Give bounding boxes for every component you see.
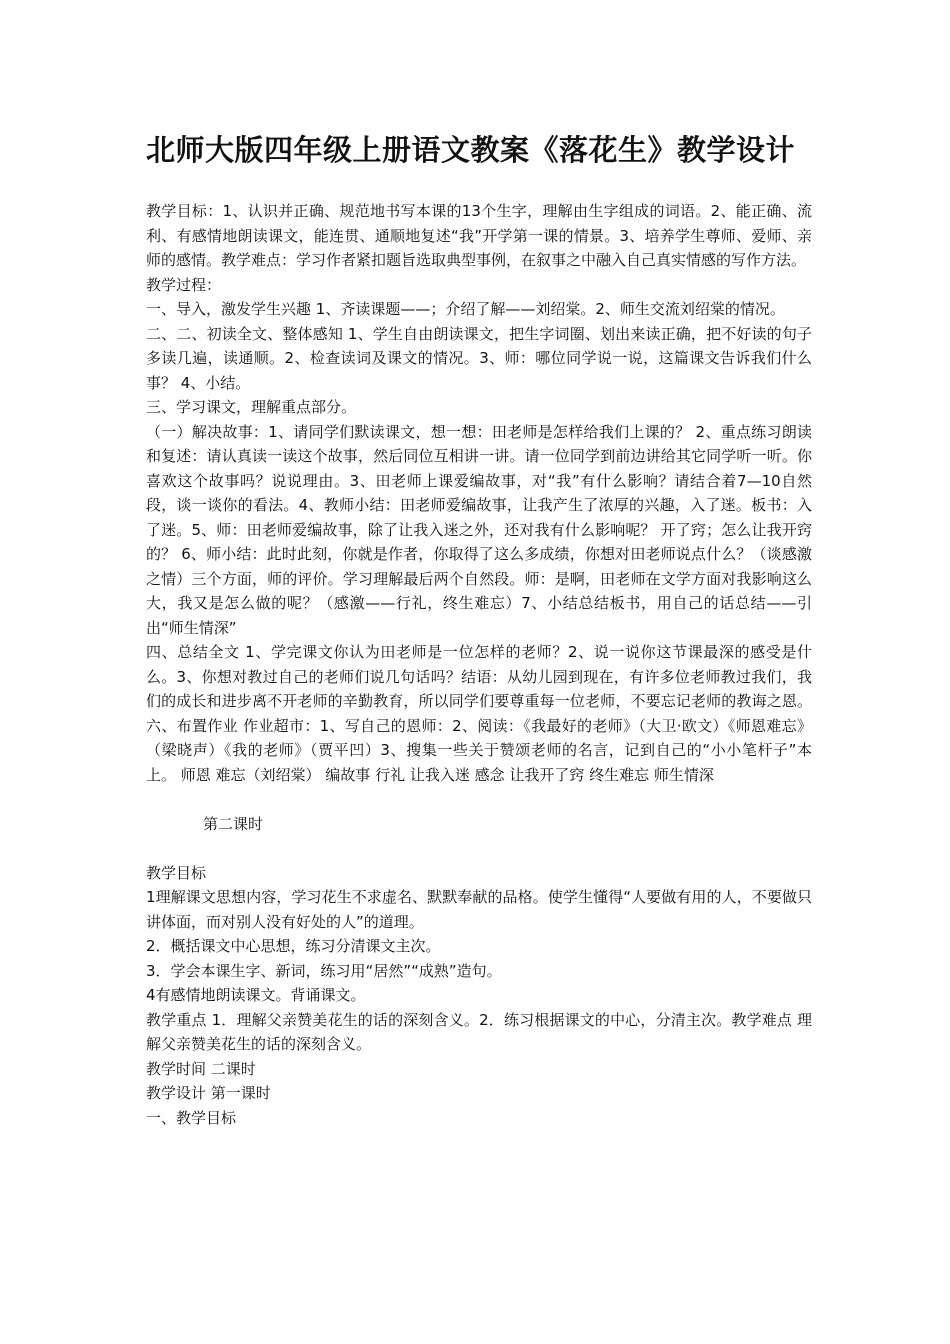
paragraph-section2-objective-1: 1理解课文思想内容，学习花生不求虚名、默默奉献的品格。使学生懂得“人要做有用的人，不要做只讲体面，而对别人没有好处的人”的道理。: [146, 888, 812, 931]
document-body: [146, 199, 812, 1130]
paragraph-objectives: 教学目标：1、认识并正确、规范地书写本课的13个生字，理解由生字组成的词语。2、能正确、流利、有感情地朗读课文，能连贯、通顺地复述“我”开学第一课的情景。3、培养学生尊师、爱师、亲师的感情。教学难点：学习作者紧扣题旨选取典型事例，在叙事之中融入自己真实情感的写作方法。: [146, 202, 812, 269]
blank-line: [146, 787, 812, 812]
paragraph-section2-objective-2: 2．概括课文中心思想，练习分清课文主次。: [146, 937, 441, 955]
paragraph-section2-design: 教学设计 第一课时: [146, 1084, 271, 1102]
paragraph-step-three: 三、学习课文，理解重点部分。: [146, 398, 357, 416]
paragraph-section2-goal: 一、教学目标: [146, 1108, 237, 1127]
blank-line: [146, 836, 812, 861]
section-heading: 第二课时: [203, 814, 264, 833]
paragraph-step-two: 二、二、初读全文、整体感知 1、学生自由朗读课文，把生字词圈、划出来读正确，把不好读的句子多读几遍，读通顺。2、检查读词及课文的情况。3、师：哪位同学说一说，这篇课文告诉我们什么事？ 4、小结。: [146, 324, 812, 392]
paragraph-process-heading: 教学过程：: [146, 275, 222, 294]
paragraph-section2-objectives-heading: 教学目标: [146, 863, 207, 882]
paragraph-story: （一）解决故事：1、请同学们默读课文，想一想：田老师是怎样给我们上课的？ 2、重点练习朗读和复述：请认真读一读这个故事，然后同位互相讲一讲。请一位同学到前边讲给其它同学听一听。你喜欢这个故事吗？说说理由。3、田老师上课爱编故事，对“我”有什么影响？请结合着7—10自然段，谈一谈你的看法。4、教师小结：田老师爱编故事，让我产生了浓厚的兴趣，入了迷。板书：入了迷。5、师：田老师爱编故事，除了让我入迷之外，还对我有什么影响呢？ 开了窍；怎么让我开窍的？ 6、师小结：此时此刻，你就是作者，你取得了这么多成绩，你想对田老师说点什么？（谈感激之情）三个方面，师的评价。学习理解最后两个自然段。师：是啊，田老师在文学方面对我影响这么大，我又是怎么做的呢？（感激——行礼，终生难忘）7、小结总结板书，用自己的话总结——引出“师生情深”: [146, 422, 812, 637]
document-title: 北师大版四年级上册语文教案《落花生》教学设计: [146, 133, 796, 167]
paragraph-section2-focus: 教学重点 1．理解父亲赞美花生的话的深刻含义。2．练习根据课文的中心，分清主次。教学难点 理解父亲赞美花生的话的深刻含义。: [146, 1010, 812, 1053]
paragraph-step-one: 一、导入，激发学生兴趣 1、齐读课题——；介绍了解——刘绍棠。2、师生交流刘绍棠的情况。: [146, 300, 785, 318]
paragraph-summary: 四、总结全文 1、学完课文你认为田老师是一位怎样的老师？2、说一说你这节课最深的感受是什么。3、你想对教过自己的老师们说几句话吗？结语：从幼儿园到现在，有许多位老师教过我们，我们的成长和进步离不开老师的辛勤教育，所以同学们要尊重每一位老师，不要忘记老师的教诲之恩。六、布置作业 作业超市：1、写自己的恩师：2、阅读：《我最好的老师》（大卫·欧文）《师恩难忘》（梁晓声）《我的老师》（贾平凹）3、搜集一些关于赞颂老师的名言，记到自己的“小小笔杆子”本上。 师恩 难忘（刘绍棠） 编故事 行礼 让我入迷 感念 让我开了窍 终生难忘 师生情深: [146, 643, 812, 784]
paragraph-section2-objective-3: 3．学会本课生字、新词，练习用“居然”“成熟”造句。: [146, 961, 502, 980]
paragraph-section2-time: 教学时间 二课时: [146, 1059, 256, 1078]
paragraph-section2-objective-4: 4有感情地朗读课文。背诵课文。: [146, 986, 366, 1004]
